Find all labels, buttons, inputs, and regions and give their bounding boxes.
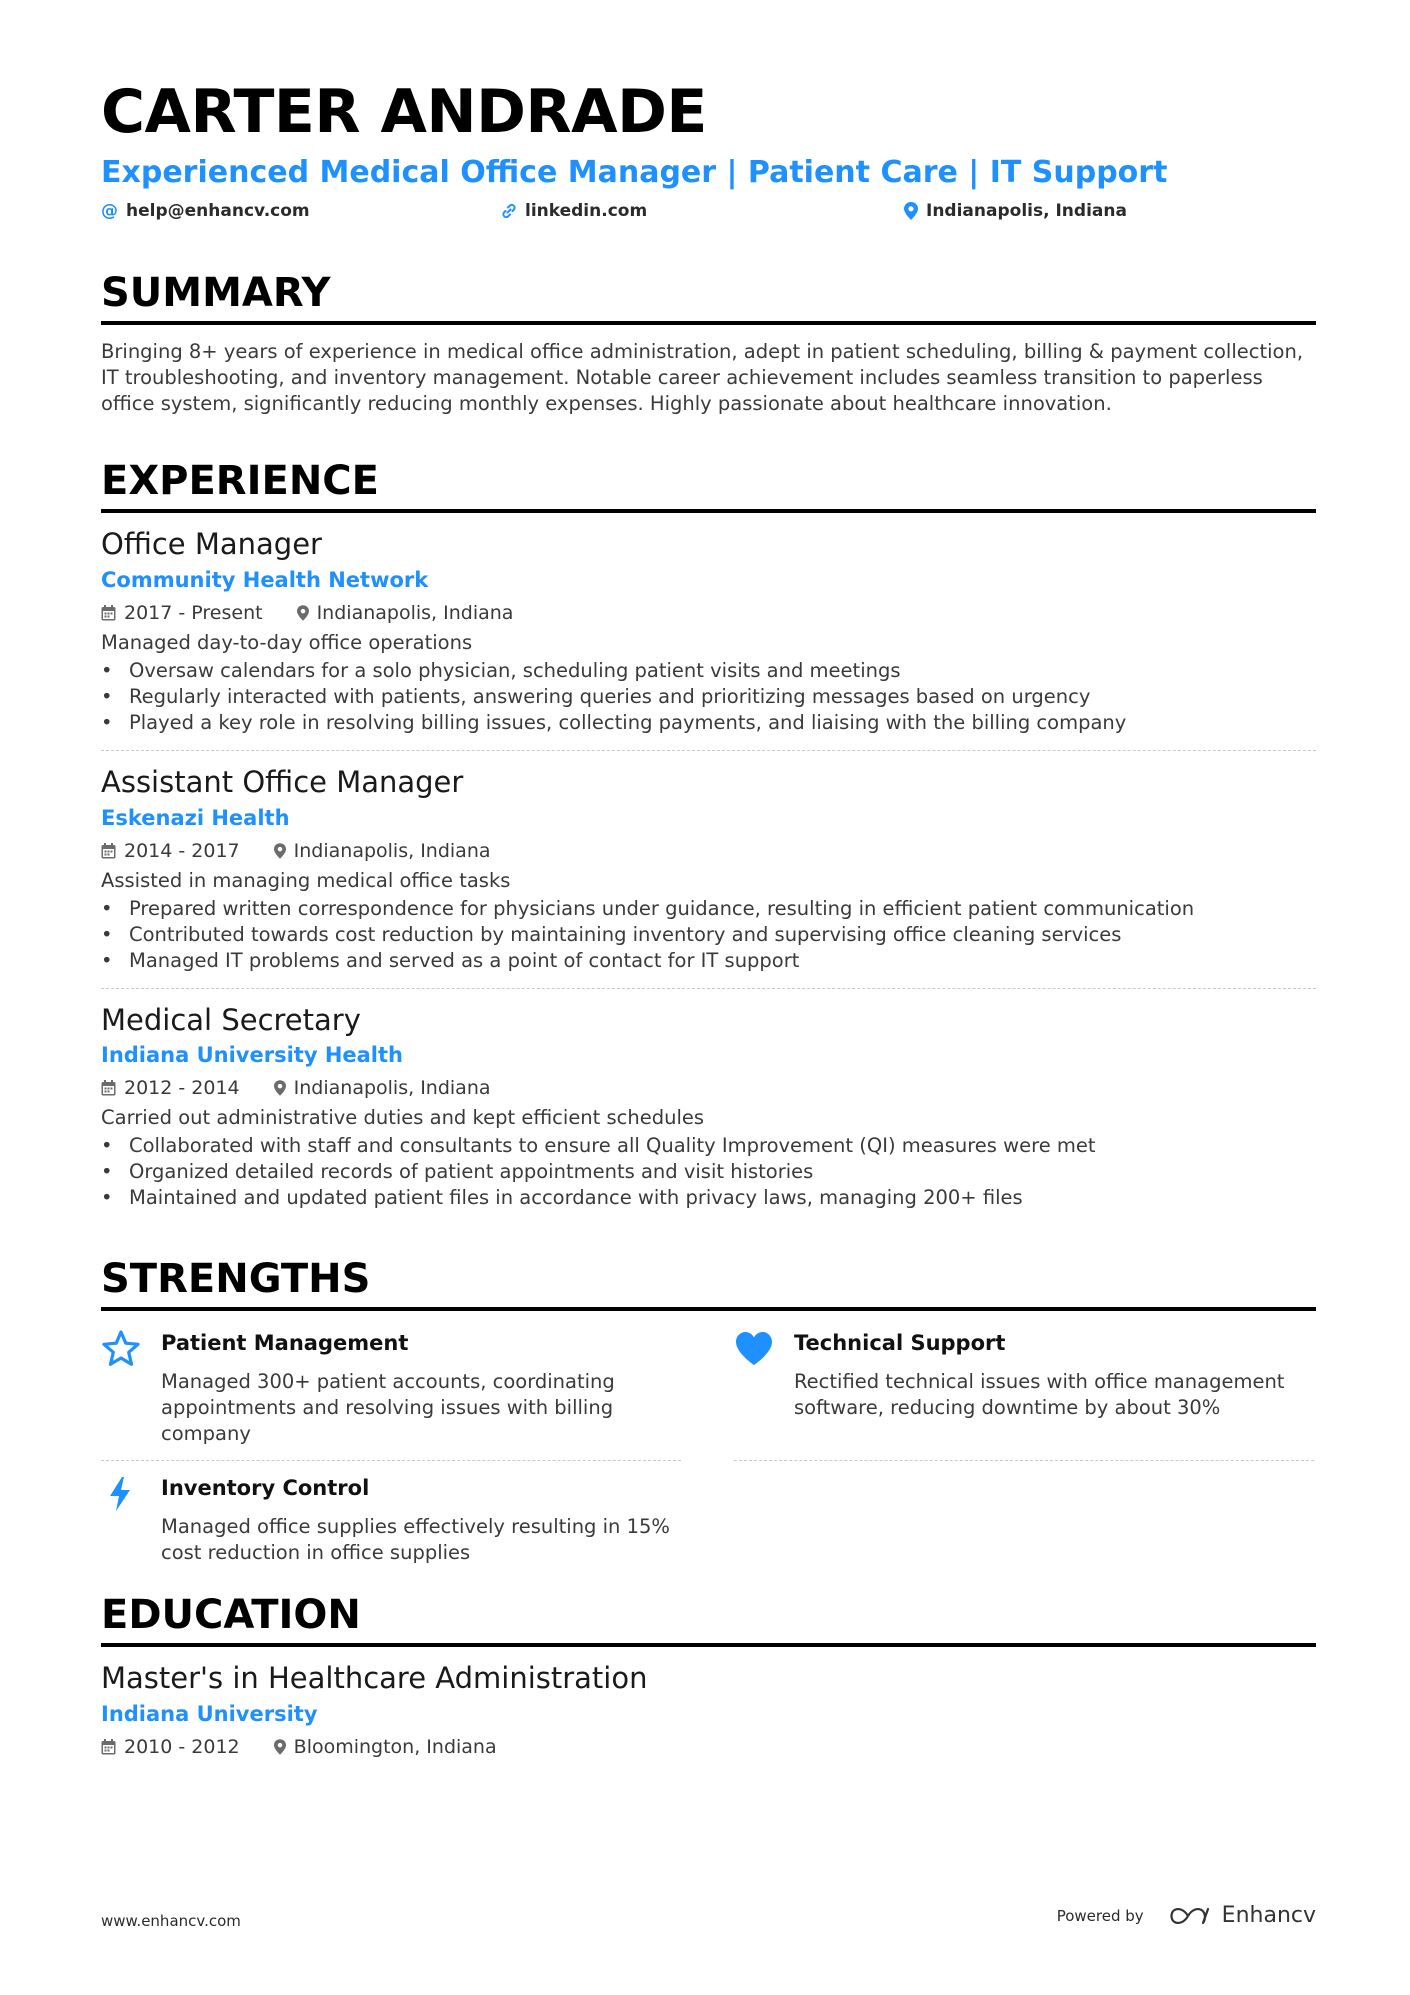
contact-location (904, 201, 1127, 221)
brand-name: Enhancv (1221, 1903, 1316, 1928)
job-bullets (101, 658, 1316, 736)
at-icon: @ (101, 201, 118, 221)
company-name: Community Health Network (101, 567, 429, 592)
job-description: Carried out administrative duties and kept efficient schedules (101, 1106, 705, 1130)
education-title: EDUCATION (101, 1592, 361, 1639)
school-name: Indiana University (101, 1702, 318, 1727)
resume-page (101, 77, 1316, 1759)
location-pin-icon (274, 843, 286, 859)
experience-title: EXPERIENCE (101, 458, 379, 504)
calendar-icon (101, 843, 116, 859)
education-section (101, 1593, 1316, 1758)
lightning-icon (101, 1474, 141, 1514)
calendar-icon (101, 1739, 116, 1755)
candidate-name: CARTER ANDRADE (101, 77, 707, 147)
job-meta (101, 840, 1316, 862)
strength-description: Rectified technical issues with office management software, reducing downtime by about 30% (794, 1370, 1285, 1420)
list-item: • Managed IT problems and served as a point of contact for IT support (101, 948, 1316, 974)
entry-divider (101, 750, 1316, 751)
job-entry (101, 765, 1316, 974)
degree-title: Master's in Healthcare Administration (101, 1661, 648, 1696)
job-title: Medical Secretary (101, 1002, 361, 1037)
location-pin-icon (904, 202, 918, 220)
list-item: • Contributed towards cost reduction by maintaining inventory and supervising office cleaning services (101, 922, 1316, 948)
job-description: Managed day-to-day office operations (101, 630, 473, 654)
strengths-section (101, 1257, 1316, 1589)
strengths-grid (101, 1329, 1316, 1589)
location-pin-icon (297, 605, 309, 621)
list-item: • Organized detailed records of patient appointments and visit histories (101, 1159, 1316, 1185)
contact-linkedin[interactable] (501, 201, 647, 221)
footer-branding (1057, 1903, 1316, 1928)
summary-section (101, 271, 1316, 417)
linkedin-text: linkedin.com (525, 201, 648, 221)
company-name: Eskenazi Health (101, 805, 290, 830)
list-item: • Played a key role in resolving billing issues, collecting payments, and liaising with the billing company (101, 710, 1316, 736)
email-text: help@enhancv.com (126, 201, 310, 221)
job-meta (101, 602, 1316, 624)
job-meta (101, 1077, 1316, 1099)
job-entry (101, 1003, 1316, 1212)
education-meta (101, 1736, 1316, 1758)
contact-email[interactable] (101, 201, 310, 221)
job-entry (101, 527, 1316, 736)
strength-title: Technical Support (794, 1331, 1006, 1356)
enhancv-logo-icon (1168, 1905, 1214, 1927)
strength-description: Managed 300+ patient accounts, coordinating appointments and resolving issues with billing company (161, 1370, 615, 1446)
calendar-icon (101, 605, 116, 621)
contact-row (101, 201, 1316, 227)
headline: Experienced Medical Office Manager | Patient Care | IT Support (101, 155, 1168, 190)
job-dates: 2012 - 2014 (124, 1077, 240, 1100)
calendar-icon (101, 1080, 116, 1096)
job-title: Office Manager (101, 527, 322, 561)
location-pin-icon (274, 1739, 286, 1755)
powered-by-label: Powered by (1056, 1906, 1144, 1925)
job-bullets (101, 896, 1316, 974)
entry-divider (101, 988, 1316, 989)
location-pin-icon (274, 1080, 286, 1096)
job-dates: 2017 - Present (124, 601, 263, 624)
footer-website[interactable]: www.enhancv.com (101, 1912, 241, 1930)
heart-icon (734, 1329, 774, 1369)
strength-divider (734, 1460, 1314, 1461)
education-entry (101, 1661, 1316, 1758)
experience-section (101, 459, 1316, 1211)
list-item: • Oversaw calendars for a solo physician, scheduling patient visits and meetings (101, 658, 1316, 684)
strength-title: Patient Management (161, 1331, 409, 1356)
job-location: Indianapolis, Indiana (293, 839, 491, 862)
link-icon (501, 203, 517, 219)
location-text: Indianapolis, Indiana (926, 201, 1127, 221)
job-dates: 2014 - 2017 (124, 839, 240, 862)
strength-title: Inventory Control (161, 1476, 370, 1501)
education-dates: 2010 - 2012 (124, 1736, 240, 1759)
list-item: • Collaborated with staff and consultants to ensure all Quality Improvement (QI) measures were met (101, 1133, 1316, 1159)
job-location: Indianapolis, Indiana (316, 601, 514, 624)
section-divider (101, 509, 1316, 513)
section-divider (101, 321, 1316, 325)
job-description: Assisted in managing medical office tasks (101, 868, 511, 892)
summary-title: SUMMARY (101, 270, 331, 316)
job-title: Assistant Office Manager (101, 764, 464, 799)
education-location: Bloomington, Indiana (293, 1736, 497, 1759)
list-item: • Maintained and updated patient files in accordance with privacy laws, managing 200+ files (101, 1185, 1316, 1211)
enhancv-logo[interactable] (1168, 1903, 1316, 1928)
job-location: Indianapolis, Indiana (293, 1077, 491, 1100)
job-bullets (101, 1133, 1316, 1211)
strength-description: Managed office supplies effectively resulting in 15% cost reduction in office supplies (161, 1515, 670, 1565)
summary-text: Bringing 8+ years of experience in medical office administration, adept in patient scheduling, billing & payment collection, IT troubleshooting, and inventory management. Notable career achievement includes seamless transition to paperless office system, significantly reducing monthly expenses. Highly passionate about healthcare innovation. (101, 340, 1304, 415)
strengths-title: STRENGTHS (101, 1256, 371, 1303)
section-divider (101, 1307, 1316, 1311)
section-divider (101, 1643, 1316, 1647)
company-name: Indiana University Health (101, 1043, 403, 1068)
list-item: • Prepared written correspondence for physicians under guidance, resulting in efficient patient communication (101, 896, 1316, 922)
list-item: • Regularly interacted with patients, answering queries and prioritizing messages based on urgency (101, 684, 1316, 710)
strength-divider (101, 1460, 681, 1461)
star-icon (101, 1329, 141, 1369)
